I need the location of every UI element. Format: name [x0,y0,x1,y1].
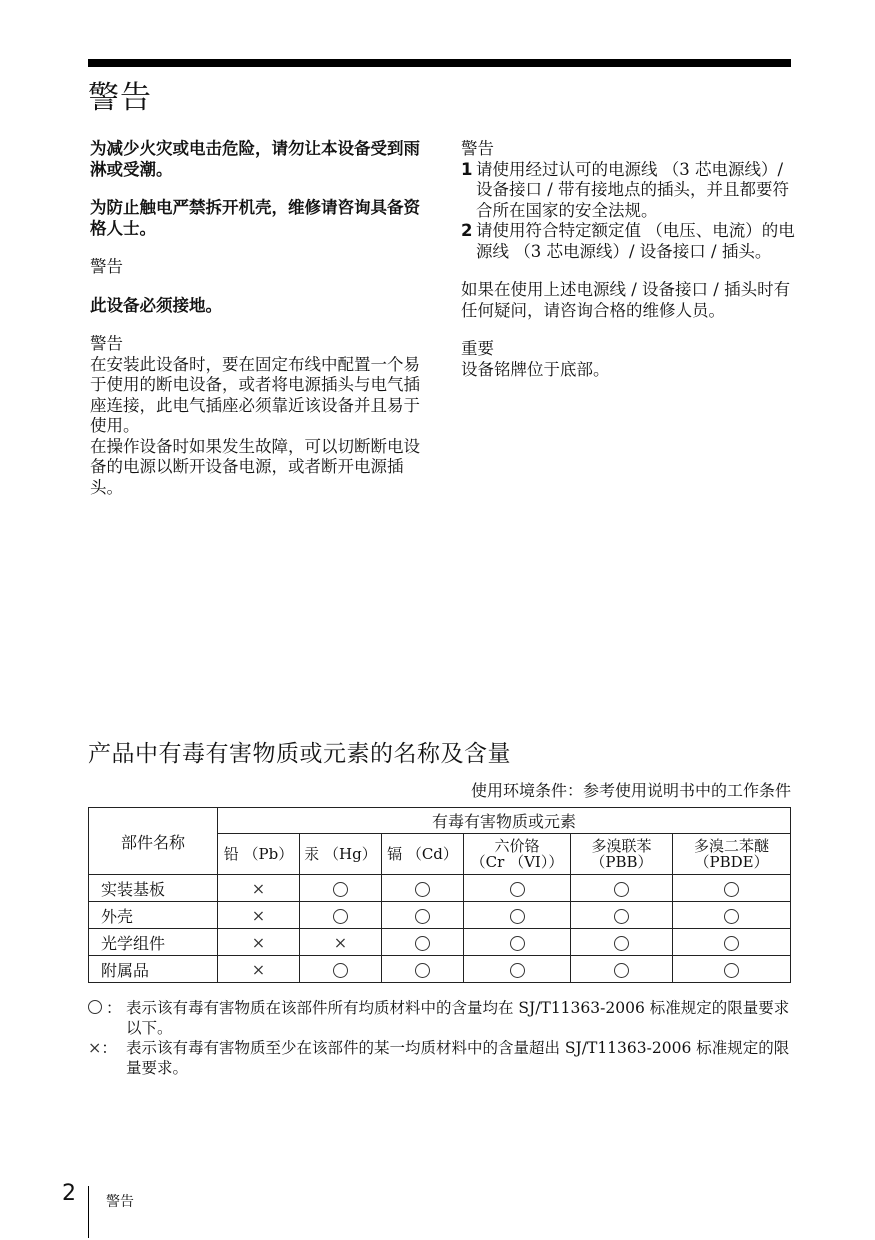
substance-value-cell [218,902,300,929]
legend-text: 表示该有毒有害物质在该部件所有均质材料中的含量均在 SJ/T11363-2006 标准规定的限量要求以下。 [126,999,790,1037]
circle-compliant-icon [510,882,525,897]
substance-name: 镉 （Cd） [387,845,458,863]
legend-item [88,998,793,1038]
part-name-header: 部件名称 [89,808,218,875]
item-text: 请使用经过认可的电源线 （3 芯电源线）/ 设备接口 / 带有接地点的插头，并且都要符合所在国家的安全法规。 [476,159,790,220]
substance-symbol: （PBB） [590,853,653,871]
substance-value-cell [382,956,464,983]
numbered-item [461,221,796,262]
substance-symbol: （PBDE） [694,853,769,871]
substance-symbol: （Cr （VI）） [470,853,564,871]
circle-compliant-icon [333,882,348,897]
substance-value-cell [673,929,791,956]
substance-value-cell [300,956,382,983]
circle-compliant-icon [510,936,525,951]
cross-exceeds-icon: × [251,959,266,979]
circle-compliant-icon [415,909,430,924]
substance-header [464,834,571,875]
page-number: 2 [62,1181,76,1206]
item-text: 请使用符合特定额定值 （电压、电流）的电源线 （3 芯电源线）/ 设备接口 / 插头。 [476,221,795,261]
fault-warning-text: 在操作设备时如果发生故障，可以切断断电设备的电源以断开设备电源，或者断开电源插头。 [90,436,420,497]
table-row [89,929,791,956]
substance-value-cell [571,929,673,956]
substance-value-cell [382,875,464,902]
circle-compliant-icon [724,882,739,897]
table-row [89,956,791,983]
footer-section-label: 警告 [106,1194,134,1210]
substance-value-cell [673,956,791,983]
circle-compliant-icon [724,936,739,951]
question-text: 如果在使用上述电源线 / 设备接口 / 插头时有任何疑问，请咨询合格的维修人员。 [461,280,791,320]
hazard-section-title: 产品中有毒有害物质或元素的名称及含量 [88,741,511,767]
substance-value-cell [218,875,300,902]
circle-compliant-icon [724,909,739,924]
legend-item [88,1038,793,1078]
part-name-cell: 外壳 [89,902,218,929]
substance-value-cell [673,902,791,929]
circle-compliant-icon [614,909,629,924]
substance-name: 多溴二苯醚 [694,837,770,855]
important-text: 设备铭牌位于底部。 [461,359,610,379]
cross-exceeds-icon: × [251,932,266,952]
substance-header [673,834,791,875]
cross-exceeds-icon: × [251,878,266,898]
circle-compliant-icon [333,909,348,924]
substance-value-cell [218,956,300,983]
grounding-warning-text: 此设备必须接地。 [90,295,222,315]
substance-value-cell [464,929,571,956]
substance-value-cell [300,902,382,929]
substance-value-cell [571,956,673,983]
circle-compliant-icon [415,936,430,951]
cross-exceeds-icon: × [88,1038,102,1057]
top-rule [88,59,791,67]
circle-compliant-icon [510,963,525,978]
usage-conditions: 使用环境条件：参考使用说明书中的工作条件 [470,781,791,800]
part-name-cell: 光学组件 [89,929,218,956]
part-name-cell: 实装基板 [89,875,218,902]
substance-value-cell [382,929,464,956]
substance-header [300,834,382,875]
circle-compliant-icon [510,909,525,924]
warning-heading: 警告 [90,334,123,353]
part-name-cell: 附属品 [89,956,218,983]
substance-value-cell [218,929,300,956]
circle-compliant-icon [415,882,430,897]
page-title: 警告 [88,80,152,116]
shock-warning-text: 为防止触电严禁拆开机壳，维修请咨询具备资格人士。 [90,198,420,238]
legend-separator: ： [101,1039,117,1057]
circle-compliant-icon [614,936,629,951]
item-number: 2 [461,221,473,240]
fire-warning-text: 为减少火灾或电击危险，请勿让本设备受到雨淋或受潮。 [90,139,420,179]
right-column [461,139,796,380]
substance-value-cell [382,902,464,929]
left-column [90,139,420,498]
circle-compliant-icon [614,963,629,978]
table-row [89,875,791,902]
legend-symbol [88,998,126,1038]
substance-value-cell [464,902,571,929]
substance-value-cell [464,956,571,983]
substance-name: 六价铬 [494,837,540,855]
substances-group-header: 有毒有害物质或元素 [218,808,791,834]
install-warning-text: 在安装此设备时，要在固定布线中配置一个易于使用的断电设备，或者将电源插头与电气插座连接，此电气插座必须靠近该设备并且易于使用。 [90,354,420,435]
substance-header [571,834,673,875]
legend-separator: ： [106,999,122,1017]
warning-heading: 警告 [90,257,123,276]
circle-compliant-icon [724,963,739,978]
cross-exceeds-icon: × [251,905,266,925]
substance-name: 多溴联苯 [591,837,652,855]
footer-rule [88,1186,89,1238]
substance-name: 铅 （Pb） [223,845,294,863]
circle-compliant-icon [88,1000,102,1014]
warning-heading: 警告 [461,139,494,158]
hazardous-substances-table [88,807,791,983]
important-heading: 重要 [461,339,494,358]
substance-header [382,834,464,875]
substance-value-cell [464,875,571,902]
legend-symbol [88,1038,126,1078]
substance-value-cell [300,929,382,956]
circle-compliant-icon [333,963,348,978]
substance-value-cell [673,875,791,902]
item-number: 1 [461,159,473,179]
circle-compliant-icon [614,882,629,897]
circle-compliant-icon [415,963,430,978]
substance-value-cell [571,875,673,902]
legend-text: 表示该有毒有害物质至少在该部件的某一均质材料中的含量超出 SJ/T11363-2006 标准规定的限量要求。 [126,1039,790,1077]
numbered-item [461,160,796,222]
substance-name: 汞 （Hg） [304,845,377,863]
table-row [89,902,791,929]
cross-exceeds-icon: × [333,932,348,952]
substance-header [218,834,300,875]
table-legend [88,998,793,1078]
substance-value-cell [300,875,382,902]
substance-value-cell [571,902,673,929]
